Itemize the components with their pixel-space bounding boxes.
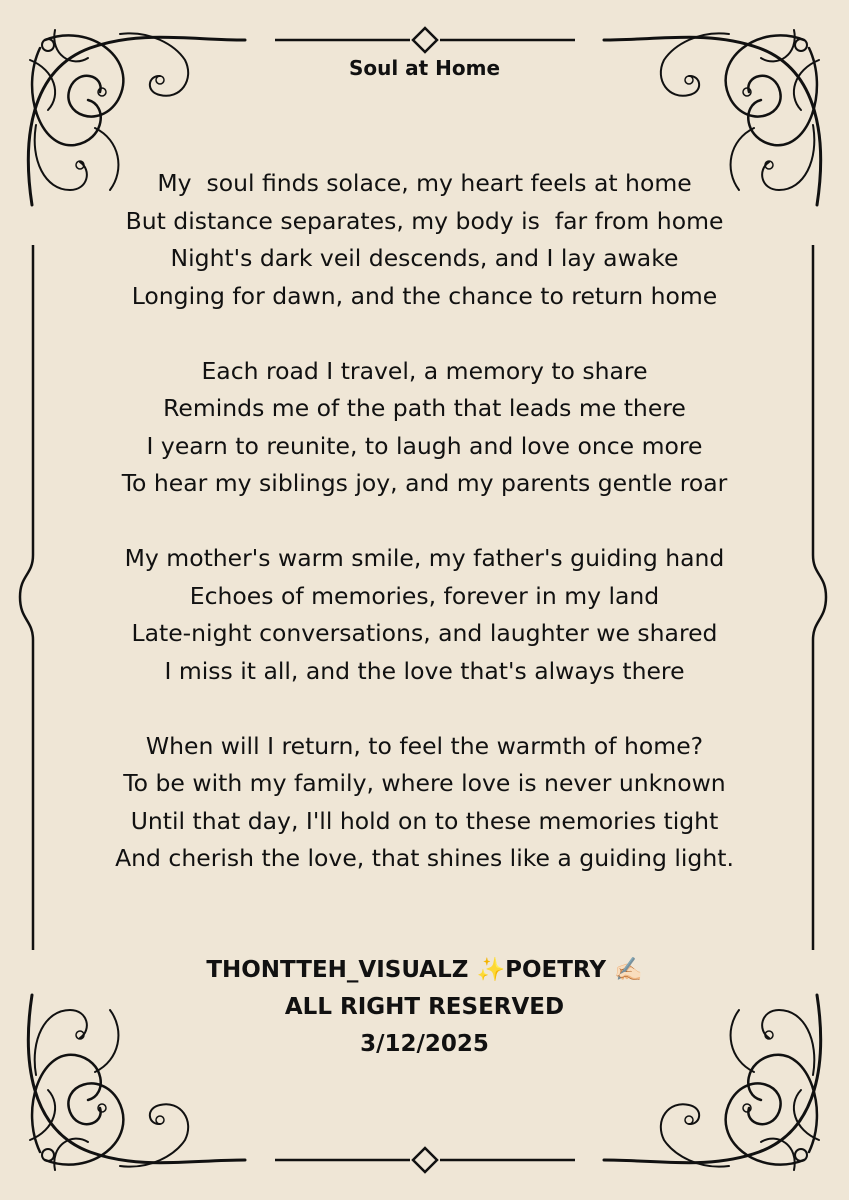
author-name: THONTTEH_VISUALZ [206,957,469,983]
poem-line: Longing for dawn, and the chance to return home [131,281,718,310]
stanza [0,353,849,503]
rights-notice: ALL RIGHT RESERVED [284,994,565,1020]
poem-title: Soul at Home [348,56,501,80]
stanza [0,540,849,690]
poem-line: To be with my family, where love is never unknown [123,769,726,797]
poem-line: Reminds me of the path that leads me there [163,394,686,422]
poem-line: I yearn to reunite, to laugh and love once more [146,431,703,460]
diamond-ornament-icon [413,28,437,52]
author-line [0,952,849,989]
poem-line: But distance separates, my body is far from home [125,206,724,235]
poem-body [0,165,849,915]
poem-line: And cherish the love, that shines like a guiding light. [115,844,734,872]
writing-hand-icon: ✍🏻 [614,957,643,983]
poetry-label: POETRY [505,957,607,983]
footer-credits [0,952,849,1063]
stanza [0,728,849,878]
poem-line: Echoes of memories, forever in my land [189,581,660,610]
poem-line: When will I return, to feel the warmth of home? [145,731,704,760]
poem-line: Until that day, I'll hold on to these memories tight [130,806,719,835]
poem-line: I miss it all, and the love that's always there [164,656,685,685]
stanza [0,165,849,315]
date: 3/12/2025 [360,1031,489,1057]
diamond-ornament-icon [413,1148,437,1172]
poem-line: Late-night conversations, and laughter we shared [131,619,718,647]
poem-line: My mother's warm smile, my father's guiding hand [124,544,725,572]
sparkles-icon: ✨ [476,957,506,983]
poem-line: My soul finds solace, my heart feels at home [157,169,692,197]
poem-line: To hear my siblings joy, and my parents gentle roar [121,469,728,497]
poem-line: Night's dark veil descends, and I lay awake [170,244,679,272]
poem-line: Each road I travel, a memory to share [201,356,648,385]
